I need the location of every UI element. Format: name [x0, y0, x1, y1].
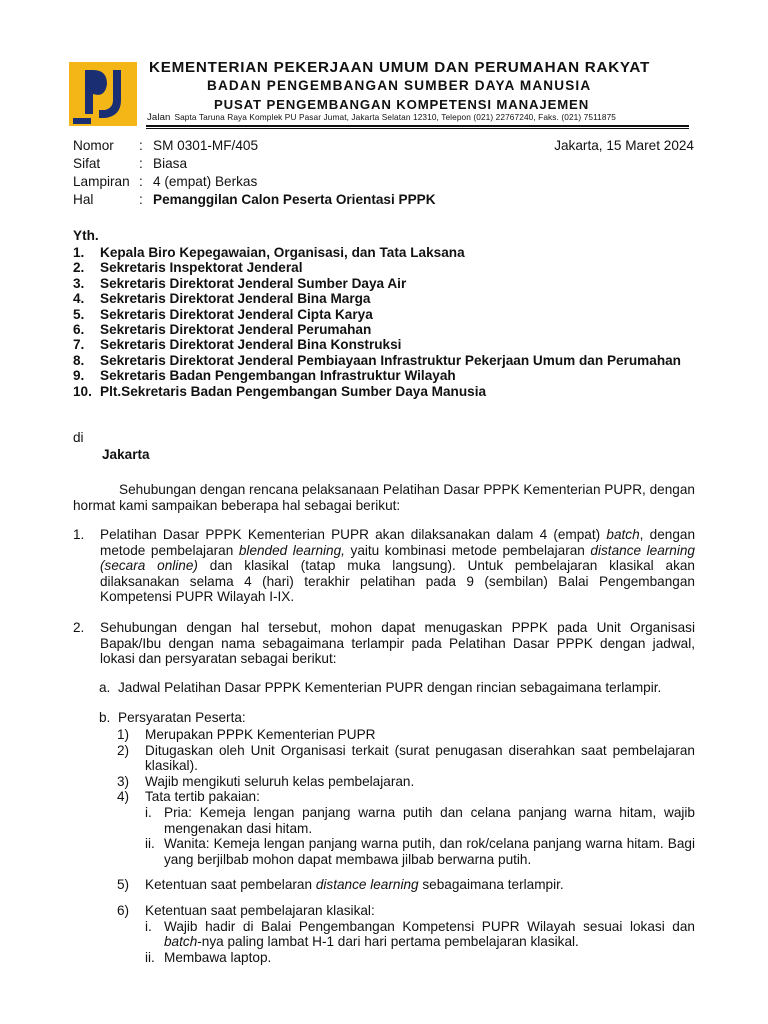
paragraph-1 — [73, 527, 695, 605]
list-item — [73, 276, 695, 291]
list-item — [73, 353, 695, 368]
sub-item — [145, 950, 695, 966]
paragraph-2-text: Sehubungan dengan hal tersebut, mohon dapat menugaskan PPPK pada Unit Organisasi Bapak/Ibu dengan nama sebagaimana terlampir pada Pelatihan Dasar PPPK dengan jadwal, lokasi dan persyaratan sebagai berikut: — [100, 620, 695, 667]
text-run: sebagaimana terlampir. — [418, 877, 564, 893]
list-item-text: Sekretaris Direktorat Jenderal Sumber Daya Air — [100, 275, 407, 291]
sub-item-text — [164, 919, 695, 950]
list-item-text — [145, 877, 695, 893]
list-item-text: Sekretaris Inspektorat Jenderal — [100, 260, 303, 276]
list-item — [117, 743, 695, 774]
salutation: Yth. — [73, 228, 99, 243]
list-item-number: 1) — [117, 727, 130, 742]
text-run: Pelatihan Dasar PPPK Kementerian PUPR akan dilaksanakan dalam 4 (empat) — [100, 527, 607, 542]
list-item-text: Kepala Biro Kepegawaian, Organisasi, dan Tata Laksana — [100, 245, 465, 260]
requirements-list — [117, 727, 695, 965]
sub-item — [145, 836, 695, 867]
list-item — [117, 789, 695, 867]
meta-nomor-label: Nomor — [73, 138, 114, 153]
agency-name: BADAN PENGEMBANGAN SUMBER DAYA MANUSIA — [207, 78, 592, 93]
text-run-italic: batch — [606, 527, 640, 542]
intro-paragraph: Sehubungan dengan rencana pelaksanaan Pelatihan Dasar PPPK Kementerian PUPR, dengan hormat kami sampaikan beberapa hal sebagai berikut: — [73, 482, 695, 513]
list-item — [73, 245, 695, 260]
meta-sifat — [73, 155, 436, 173]
list-item-number: 5. — [73, 306, 85, 322]
item-label: a. — [99, 680, 111, 695]
text-run-italic: distance learning (secara online) — [100, 542, 695, 574]
list-item — [73, 384, 695, 399]
meta-colon: : — [139, 174, 143, 189]
meta-lampiran — [73, 173, 436, 191]
text-run-italic: distance learning — [315, 877, 419, 893]
list-item-text: Sekretaris Direktorat Jenderal Bina Marga — [100, 291, 371, 307]
sub-item-text: Wanita: Kemeja lengan panjang warna putih, dan rok/celana panjang warna hitam. Bagi yang berjilbab mohon dapat membawa jilbab berwarna putih. — [164, 836, 695, 867]
recipient-di: di — [73, 430, 84, 445]
address-line — [147, 112, 616, 123]
list-item — [117, 727, 695, 743]
list-item — [73, 337, 695, 352]
list-item-text: Sekretaris Direktorat Jenderal Cipta Karya — [100, 306, 373, 322]
text-run: Wajib hadir di Balai Pengembangan Kompetensi PUPR Wilayah sesuai lokasi dan — [164, 918, 695, 934]
pupr-logo-icon — [69, 62, 137, 126]
paragraph-2 — [73, 620, 695, 667]
list-item — [117, 903, 695, 965]
list-item-number: 1. — [73, 245, 85, 260]
ministry-name: KEMENTERIAN PEKERJAAN UMUM DAN PERUMAHAN RAKYAT — [149, 59, 651, 76]
center-name: PUSAT PENGEMBANGAN KOMPETENSI MANAJEMEN — [214, 97, 590, 112]
text-run: , dengan metode pembelajaran — [100, 527, 696, 558]
list-item-number: 2. — [73, 260, 85, 276]
meta-lampiran-value: 4 (empat) Berkas — [153, 174, 258, 189]
sub-item-text: Membawa laptop. — [164, 949, 272, 965]
list-item-text: Tata tertib pakaian: — [145, 789, 260, 805]
list-item-number: 5) — [117, 877, 130, 893]
sub-item-text: Pria: Kemeja lengan panjang warna putih dan celana panjang warna hitam, wajib mengenakan dasi hitam. — [164, 804, 695, 836]
text-run: -nya paling lambat H-1 dari hari pertama pembelajaran klasikal. — [197, 934, 579, 950]
spacer — [117, 893, 695, 903]
list-item-number: 4) — [117, 789, 130, 805]
meta-hal-label: Hal — [73, 192, 94, 207]
sub-item — [145, 919, 695, 950]
list-item-number: 6. — [73, 322, 85, 338]
item-text: Persyaratan Peserta: — [118, 710, 246, 725]
list-item-text: Sekretaris Direktorat Jenderal Pembiayaan Infrastruktur Pekerjaan Umum dan Perumahan — [100, 352, 681, 368]
item-label: b. — [99, 710, 111, 725]
meta-colon: : — [139, 138, 143, 153]
letter-meta — [73, 137, 436, 209]
sub-item — [145, 805, 695, 836]
text-run: yaitu kombinasi metode pembelajaran — [344, 542, 591, 558]
logo-blue-base — [73, 118, 91, 124]
meta-nomor — [73, 137, 436, 155]
text-run: dan klasikal (tatap muka langsung). Untuk pembelajaran klasikal akan dilaksanakan selama 4 (hari) terakhir pelatihan pada 9 (sembilan) Balai Pengembangan Kompetensi PUPR Wilayah I-IX. — [100, 558, 695, 605]
list-item — [73, 368, 695, 383]
list-item-number: 3) — [117, 773, 130, 789]
meta-colon: : — [139, 192, 143, 207]
pupr-logo — [69, 62, 137, 126]
list-item-text: Ketentuan saat pembelajaran klasikal: — [145, 902, 375, 918]
list-item — [73, 260, 695, 275]
meta-nomor-value: SM 0301-MF/405 — [153, 138, 259, 153]
list-item — [73, 291, 695, 306]
meta-colon: : — [139, 156, 143, 171]
sub-item-number: ii. — [145, 836, 155, 852]
list-item-number: 4. — [73, 291, 85, 307]
list-item-number: 10. — [73, 383, 92, 399]
recipient-city: Jakarta — [102, 447, 150, 462]
text-run-italic: blended learning, — [238, 542, 345, 558]
recipient-list — [73, 245, 695, 399]
address-text: Sapta Taruna Raya Komplek PU Pasar Jumat, Jakarta Selatan 12310, Telepon (021) 22767240, Faks. (021) 7511875 — [174, 112, 617, 122]
sub-item-number: i. — [145, 804, 152, 820]
item-text: Jadwal Pelatihan Dasar PPPK Kementerian PUPR dengan rincian sebagaimana terlampir. — [118, 680, 662, 695]
list-item — [73, 307, 695, 322]
address-label: Jalan — [147, 112, 171, 123]
list-item — [73, 322, 695, 337]
list-item-text: Sekretaris Badan Pengembangan Infrastruktur Wilayah — [100, 368, 456, 384]
meta-hal — [73, 191, 436, 209]
text-run: Ketentuan saat pembelaran — [145, 877, 316, 893]
meta-sifat-value: Biasa — [153, 156, 188, 171]
paragraph-number: 1. — [73, 527, 85, 542]
meta-hal-value: Pemanggilan Calon Peserta Orientasi PPPK — [153, 192, 436, 207]
list-item-text: Sekretaris Direktorat Jenderal Bina Konstruksi — [100, 337, 402, 353]
item-a — [99, 680, 695, 696]
list-item-number: 2) — [117, 742, 130, 758]
header-rule-thin — [146, 128, 689, 129]
list-item-number: 8. — [73, 352, 85, 368]
list-item-number: 6) — [117, 902, 130, 918]
header-rule-thick — [146, 125, 689, 127]
list-item-text: Ditugaskan oleh Unit Organisasi terkait (surat penugasan diserahkan saat pembelajaran klasikal). — [145, 742, 695, 774]
sub-item-number: ii. — [145, 949, 155, 965]
paragraph-number: 2. — [73, 620, 85, 635]
list-item — [117, 774, 695, 790]
sub-item-number: i. — [145, 918, 152, 934]
paragraph-1-text — [100, 527, 695, 605]
list-item-text: Wajib mengikuti seluruh kelas pembelajaran. — [145, 773, 415, 789]
list-item-number: 9. — [73, 368, 85, 384]
letter-date: Jakarta, 15 Maret 2024 — [554, 138, 694, 153]
list-item-text: Sekretaris Direktorat Jenderal Perumahan — [100, 322, 372, 338]
list-item-number: 7. — [73, 337, 85, 353]
list-item-number: 3. — [73, 275, 85, 291]
list-item-body — [145, 903, 695, 965]
list-item-text: Merupakan PPPK Kementerian PUPR — [145, 727, 376, 742]
meta-lampiran-label: Lampiran — [73, 174, 130, 189]
text-run-italic: batch — [164, 934, 198, 950]
list-item-text: Plt.Sekretaris Badan Pengembangan Sumber Daya Manusia — [100, 383, 487, 399]
list-item-body — [145, 789, 695, 867]
spacer — [117, 867, 695, 877]
item-b — [99, 710, 695, 726]
list-item — [117, 877, 695, 893]
meta-sifat-label: Sifat — [73, 156, 101, 171]
